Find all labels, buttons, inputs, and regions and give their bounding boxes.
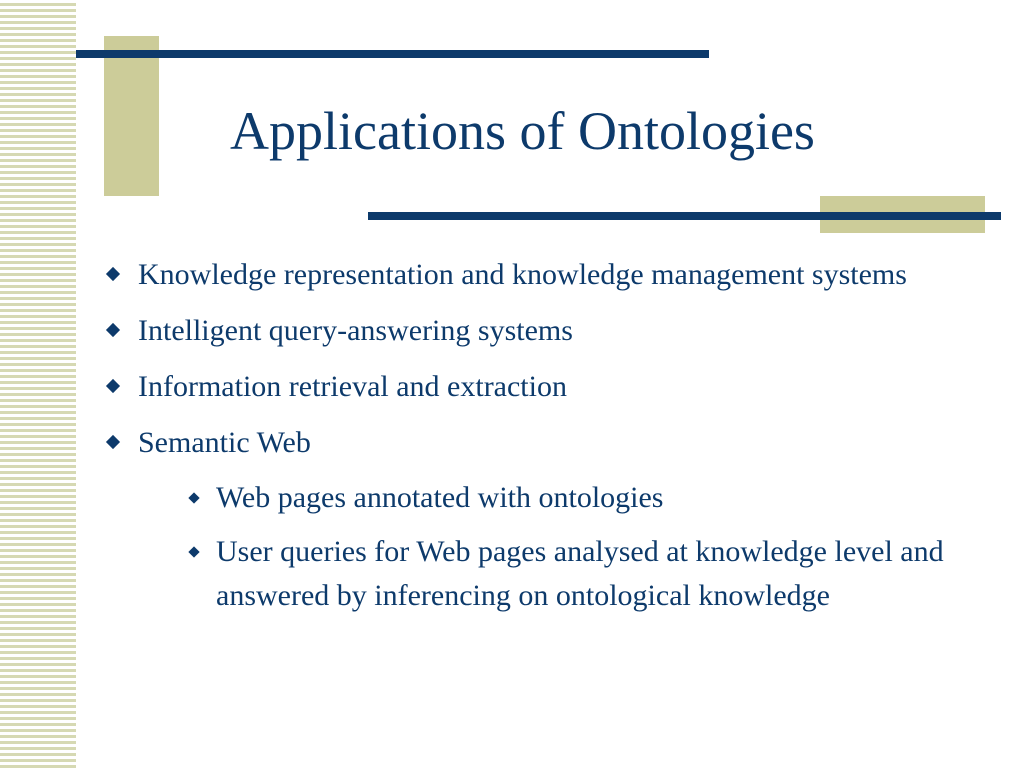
- sub-bullet-text: User queries for Web pages analysed at knowledge level and answered by inferencing on ontological knowledge: [216, 535, 944, 612]
- bullet-list: [104, 254, 984, 618]
- sub-bullet-text: Web pages annotated with ontologies: [216, 481, 664, 514]
- decorative-stripes: [0, 0, 76, 768]
- slide-title: Applications of Ontologies: [230, 101, 815, 161]
- bullet-text: Knowledge representation and knowledge management systems: [138, 258, 907, 291]
- sub-bullet-list: [138, 476, 984, 618]
- diamond-bullet-icon: [106, 435, 120, 449]
- title-rule-top: [76, 50, 709, 58]
- bullet-text: Semantic Web: [138, 426, 311, 459]
- sub-bullet-item: [138, 476, 996, 520]
- bullet-item: [104, 310, 984, 352]
- sub-bullet-item: [138, 530, 996, 618]
- bullet-text: Information retrieval and extraction: [138, 370, 567, 403]
- diamond-bullet-icon: [106, 323, 120, 337]
- diamond-bullet-icon: [106, 379, 120, 393]
- bullet-item: [104, 366, 984, 408]
- diamond-bullet-icon: [106, 267, 120, 281]
- accent-block-top-left: [104, 36, 159, 196]
- square-bullet-icon: [188, 546, 199, 557]
- slide-body: [104, 254, 984, 632]
- bullet-text: Intelligent query-answering systems: [138, 314, 573, 347]
- bullet-item: [104, 254, 984, 296]
- square-bullet-icon: [188, 492, 199, 503]
- bullet-item: [104, 422, 984, 618]
- title-rule-bottom: [368, 212, 1001, 220]
